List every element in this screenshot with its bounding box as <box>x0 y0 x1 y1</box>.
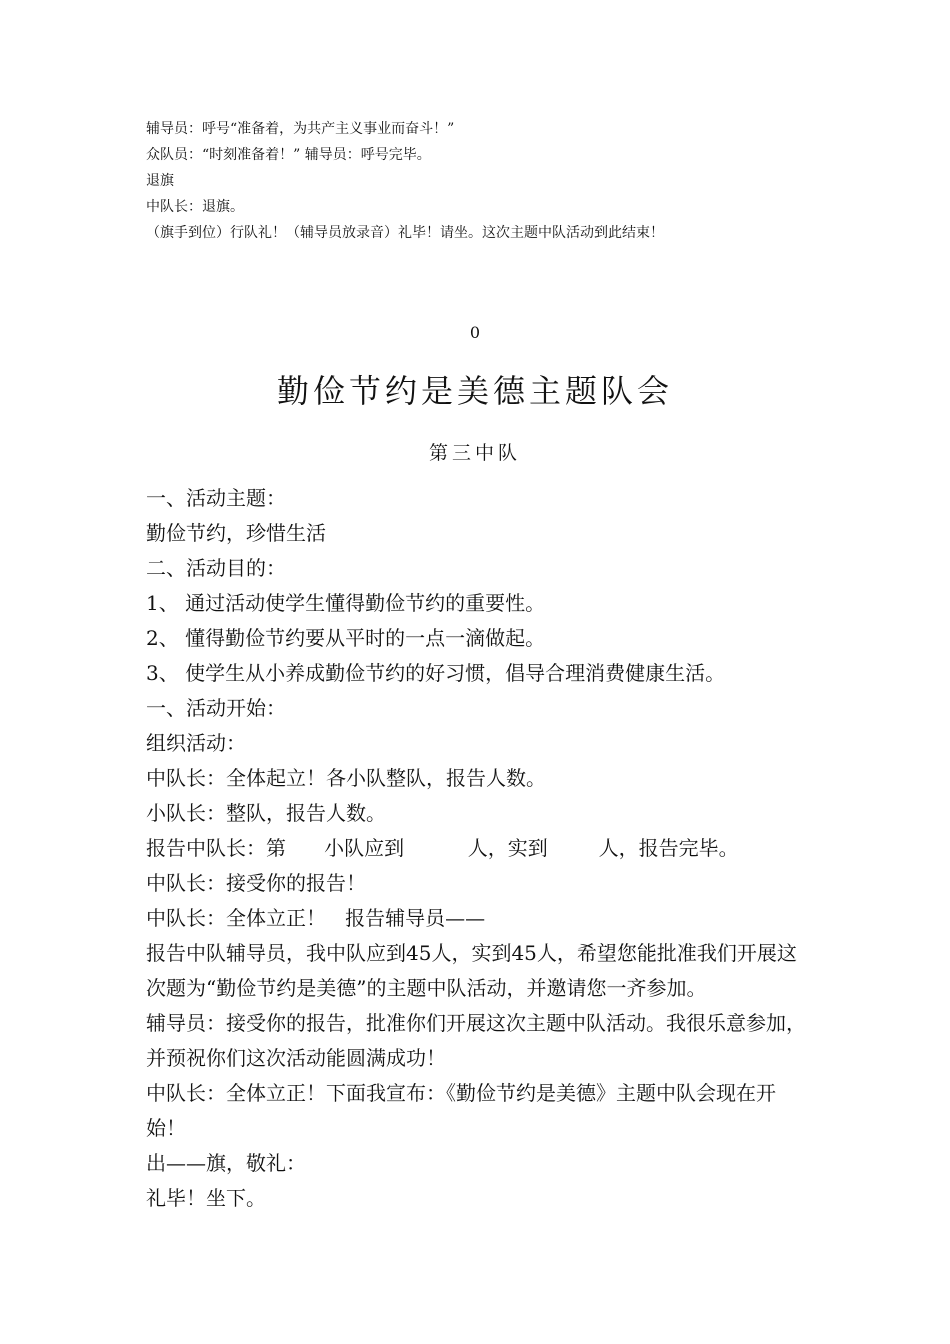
text-line: 众队员：“时刻准备着！” 辅导员：呼号完毕。 <box>146 147 431 163</box>
document-subtitle: 第三中队 <box>428 442 521 464</box>
document-title: 勤俭节约是美德主题队会 <box>276 372 673 410</box>
paragraph: 中队长：全体立正！下面我宣布：《勤俭节约是美德》主题中队会现在开始！ <box>146 1081 776 1140</box>
paragraph: 组织活动： <box>146 731 246 755</box>
list-item: 1、 通过活动使学生懂得勤俭节约的重要性。 <box>146 591 546 615</box>
section-heading: 二、活动目的： <box>146 556 286 580</box>
paragraph: 中队长：全体起立！各小队整队，报告人数。 <box>146 766 546 790</box>
text-line: 退旗 <box>146 173 174 189</box>
document-body <box>146 481 810 1216</box>
paragraph: 勤俭节约，珍惜生活 <box>146 521 326 545</box>
paragraph: 小队长：整队，报告人数。 <box>146 801 386 825</box>
paragraph: 报告中队长：第 小队应到 人，实到 人，报告完毕。 <box>146 836 739 860</box>
paragraph: 中队长：全体立正！ 报告辅导员—— <box>146 906 486 930</box>
paragraph: 出——旗，敬礼： <box>146 1151 306 1175</box>
paragraph: 礼毕！坐下。 <box>146 1186 266 1210</box>
text-line: （旗手到位）行队礼！（辅导员放录音）礼毕！请坐。这次主题中队活动到此结束！ <box>146 225 664 241</box>
paragraph: 辅导员：接受你的报告，批准你们开展这次主题中队活动。我很乐意参加，并预祝你们这次活动能圆满成功！ <box>146 1011 806 1070</box>
paragraph: 报告中队辅导员，我中队应到45人，实到45人，希望您能批准我们开展这次题为“勤俭节约是美德”的主题中队活动，并邀请您一齐参加。 <box>146 941 797 1000</box>
page-number: 0 <box>469 323 481 342</box>
section-heading: 一、活动开始： <box>146 696 286 720</box>
list-item: 3、 使学生从小养成勤俭节约的好习惯，倡导合理消费健康生活。 <box>146 661 726 685</box>
section-heading: 一、活动主题： <box>146 486 286 510</box>
text-line: 辅导员：呼号“准备着，为共产主义事业而奋斗！” <box>146 121 455 137</box>
list-item: 2、 懂得勤俭节约要从平时的一点一滴做起。 <box>146 626 546 650</box>
paragraph: 中队长：接受你的报告！ <box>146 871 366 895</box>
previous-section-text <box>146 116 866 246</box>
text-line: 中队长：退旗。 <box>146 199 244 215</box>
